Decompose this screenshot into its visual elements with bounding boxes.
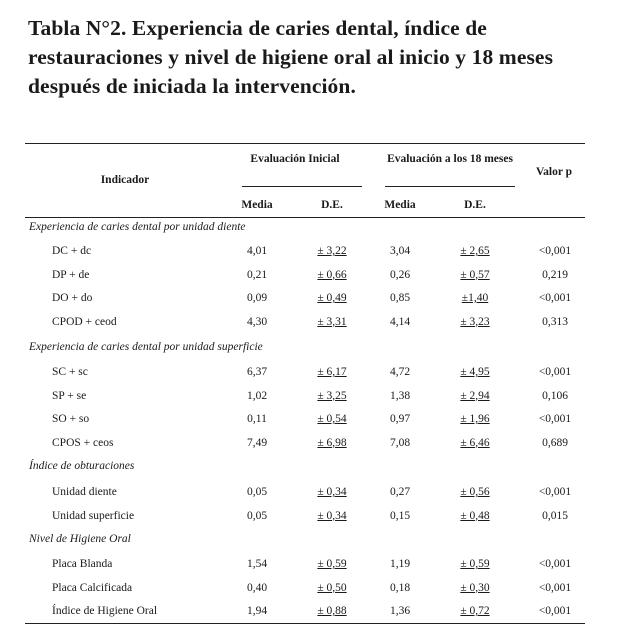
cell-m1: 4,30 bbox=[246, 315, 268, 328]
cell-d2: ± 2,94 bbox=[460, 389, 490, 402]
section-label: Experiencia de caries dental por unidad diente bbox=[29, 221, 246, 233]
header-eval-18 bbox=[385, 152, 515, 166]
cell-p: <0,001 bbox=[538, 605, 572, 617]
cell-p: 0,689 bbox=[542, 436, 568, 449]
cell-d2: ± 1,96 bbox=[460, 413, 490, 425]
cell-d1: ± 0,59 bbox=[317, 558, 347, 570]
cell-p: 0,106 bbox=[542, 389, 568, 402]
cell-m1: 4,01 bbox=[246, 245, 268, 257]
cell-m1: 0,21 bbox=[246, 268, 268, 281]
cell-m1: 0,40 bbox=[246, 581, 268, 594]
cell-m2: 0,97 bbox=[389, 413, 411, 425]
cell-d1: ± 3,25 bbox=[317, 389, 347, 402]
cell-p: <0,001 bbox=[538, 366, 572, 378]
row-indicator: Unidad superficie bbox=[52, 509, 135, 522]
cell-m1: 1,54 bbox=[246, 558, 268, 570]
section-label: Experiencia de caries dental por unidad superficie bbox=[29, 341, 263, 353]
row-indicator: DO + do bbox=[52, 292, 93, 304]
row-indicator: DC + dc bbox=[52, 245, 92, 257]
row-indicator: Placa Blanda bbox=[52, 558, 113, 570]
eval-18-underline bbox=[385, 186, 515, 187]
cell-m1: 0,11 bbox=[247, 413, 267, 425]
row-indicator: DP + de bbox=[52, 268, 90, 281]
cell-p: 0,015 bbox=[542, 509, 568, 522]
table-title: Tabla N°2. Experiencia de caries dental, índice de restauraciones y nivel de higiene oral al inicio y 18 meses después de iniciada la intervención. bbox=[28, 16, 554, 98]
cell-m2: 1,19 bbox=[389, 558, 411, 570]
cell-d2: ± 0,72 bbox=[460, 605, 490, 617]
cell-d2: ± 2,65 bbox=[460, 245, 490, 257]
cell-d1: ± 0,54 bbox=[317, 413, 347, 425]
cell-d1: ± 6,17 bbox=[317, 366, 347, 378]
section-label: Nivel de Higiene Oral bbox=[29, 533, 131, 545]
row-indicator: Unidad diente bbox=[52, 486, 117, 498]
cell-p: 0,313 bbox=[542, 315, 568, 328]
cell-d1: ± 0,49 bbox=[317, 292, 347, 304]
cell-m1: 1,94 bbox=[246, 605, 268, 617]
row-indicator: SC + sc bbox=[52, 366, 88, 378]
cell-m2: 3,04 bbox=[389, 245, 411, 257]
cell-d2: ± 4,95 bbox=[460, 366, 490, 378]
cell-m2: 4,72 bbox=[389, 366, 411, 378]
header-media-2: Media bbox=[384, 199, 416, 211]
cell-p: <0,001 bbox=[538, 486, 572, 498]
cell-p: <0,001 bbox=[538, 292, 572, 304]
header-media-1: Media bbox=[241, 199, 273, 211]
row-indicator: Placa Calcificada bbox=[52, 581, 133, 594]
header-eval-inicial-text: Evaluación Inicial bbox=[250, 153, 340, 165]
header-de-1: D.E. bbox=[321, 199, 343, 211]
section-label: Índice de obturaciones bbox=[29, 460, 135, 472]
cell-m2: 0,15 bbox=[389, 509, 411, 522]
cell-p: 0,219 bbox=[542, 268, 568, 281]
cell-d2: ± 0,30 bbox=[460, 581, 490, 594]
cell-m1: 7,49 bbox=[246, 436, 268, 449]
cell-d1: ± 0,88 bbox=[317, 605, 347, 617]
cell-p: <0,001 bbox=[538, 558, 572, 570]
cell-d1: ± 0,66 bbox=[317, 268, 347, 281]
header-eval-inicial bbox=[240, 152, 350, 166]
bottom-rule bbox=[25, 623, 585, 624]
cell-m1: 6,37 bbox=[246, 366, 268, 378]
top-rule bbox=[25, 143, 585, 144]
cell-m1: 1,02 bbox=[246, 389, 268, 402]
row-indicator: CPOS + ceos bbox=[52, 436, 114, 449]
cell-p: <0,001 bbox=[538, 413, 572, 425]
cell-d1: ± 0,50 bbox=[317, 581, 347, 594]
header-eval-18-text: Evaluación a los 18 meses bbox=[387, 153, 513, 165]
cell-m2: 0,85 bbox=[389, 292, 411, 304]
cell-d2: ± 0,57 bbox=[460, 268, 490, 281]
cell-d1: ± 3,31 bbox=[317, 315, 347, 328]
cell-m2: 0,18 bbox=[389, 581, 411, 594]
row-indicator: SP + se bbox=[52, 389, 87, 402]
cell-m1: 0,05 bbox=[246, 509, 268, 522]
cell-d1: ± 3,22 bbox=[317, 245, 347, 257]
header-valor-p-text: Valor p bbox=[535, 166, 573, 178]
cell-d2: ± 0,56 bbox=[460, 486, 490, 498]
cell-d2: ± 0,59 bbox=[460, 558, 490, 570]
cell-d1: ± 0,34 bbox=[317, 509, 347, 522]
cell-m2: 1,38 bbox=[389, 389, 411, 402]
cell-d1: ± 0,34 bbox=[317, 486, 347, 498]
header-rule bbox=[25, 217, 585, 218]
cell-m1: 0,05 bbox=[246, 486, 268, 498]
cell-d2: ± 6,46 bbox=[460, 436, 490, 449]
cell-d1: ± 6,98 bbox=[317, 436, 347, 449]
eval-inicial-underline bbox=[242, 186, 362, 187]
cell-m1: 0,09 bbox=[246, 292, 268, 304]
cell-m2: 4,14 bbox=[389, 315, 411, 328]
cell-m2: 7,08 bbox=[389, 436, 411, 449]
row-indicator: CPOD + ceod bbox=[52, 315, 117, 328]
cell-m2: 1,36 bbox=[389, 605, 411, 617]
cell-m2: 0,27 bbox=[389, 486, 411, 498]
row-indicator: SO + so bbox=[52, 413, 90, 425]
cell-p: <0,001 bbox=[538, 581, 572, 594]
header-valor-p bbox=[533, 165, 575, 179]
row-indicator: Índice de Higiene Oral bbox=[52, 605, 158, 617]
cell-d2: ± 3,23 bbox=[460, 315, 490, 328]
header-de-2: D.E. bbox=[464, 199, 486, 211]
header-indicador: Indicador bbox=[100, 174, 150, 186]
cell-p: <0,001 bbox=[538, 245, 572, 257]
cell-d2: ± 0,48 bbox=[460, 509, 490, 522]
cell-d2: ±1,40 bbox=[461, 292, 489, 304]
cell-m2: 0,26 bbox=[389, 268, 411, 281]
